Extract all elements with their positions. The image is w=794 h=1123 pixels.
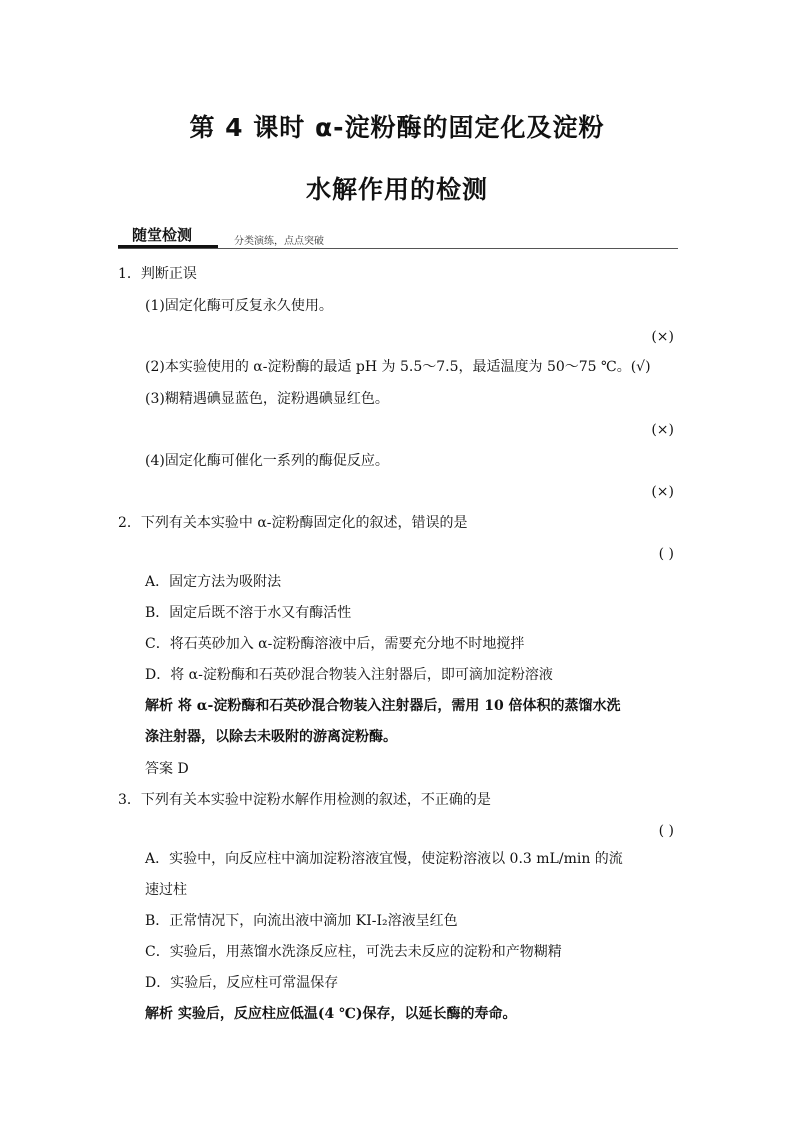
q2-option-a: A．固定方法为吸附法 <box>145 574 282 590</box>
q3-stem: 3．下列有关本实验中淀粉水解作用检测的叙述，不正确的是 <box>118 792 491 808</box>
q2-analysis-line1: 解析 将 α-淀粉酶和石英砂混合物装入注射器后，需用 10 倍体积的蒸馏水洗 <box>145 698 621 714</box>
q1-statement-1: (1)固定化酶可反复永久使用。 <box>145 298 333 314</box>
q1-statement-3: (3)糊精遇碘显蓝色，淀粉遇碘显红色。 <box>145 391 389 407</box>
q3-option-a-line2: 速过柱 <box>145 882 187 898</box>
q3-option-a-line1: A．实验中，向反应柱中滴加淀粉溶液宜慢，使淀粉溶液以 0.3 mL/min 的流 <box>145 851 623 867</box>
q3-option-c: C．实验后，用蒸馏水洗涤反应柱，可洗去未反应的淀粉和产物糊精 <box>145 944 562 960</box>
q2-stem: 2．下列有关本实验中 α-淀粉酶固定化的叙述，错误的是 <box>118 515 468 531</box>
q3-answer-bracket: ( ) <box>658 823 674 839</box>
q3-option-d: D．实验后，反应柱可常温保存 <box>145 975 339 991</box>
q1-statement-2: (2)本实验使用的 α-淀粉酶的最适 pH 为 5.5～7.5，最适温度为 50～75 ℃。(√) <box>145 359 651 375</box>
q3-analysis: 解析 实验后，反应柱应低温(4 ℃)保存，以延长酶的寿命。 <box>145 1006 517 1022</box>
section-label: 随堂检测 <box>118 226 218 248</box>
q2-analysis-line2: 涤注射器，以除去未吸附的游离淀粉酶。 <box>145 729 397 745</box>
q2-answer: 答案 D <box>145 761 189 777</box>
page-title-line2: 水解作用的检测 <box>305 175 488 204</box>
q1-statement-4: (4)固定化酶可催化一系列的酶促反应。 <box>145 453 389 469</box>
q1-answer-4: (×) <box>651 484 674 500</box>
page-title-line1: 第 4 课时 α-淀粉酶的固定化及淀粉 <box>189 113 605 142</box>
q2-option-c: C．将石英砂加入 α-淀粉酶溶液中后，需要充分地不时地搅拌 <box>145 636 525 652</box>
q2-option-b: B．固定后既不溶于水又有酶活性 <box>145 605 352 621</box>
q2-option-d: D．将 α-淀粉酶和石英砂混合物装入注射器后，即可滴加淀粉溶液 <box>145 667 553 683</box>
section-header <box>118 226 678 249</box>
q1-stem: 1．判断正误 <box>118 266 197 282</box>
section-subtitle: 分类演练，点点突破 <box>234 236 324 247</box>
q1-answer-1: (×) <box>651 329 674 345</box>
q2-answer-bracket: ( ) <box>658 546 674 562</box>
q3-option-b: B．正常情况下，向流出液中滴加 KI-I₂溶液呈红色 <box>145 913 458 929</box>
q1-answer-3: (×) <box>651 422 674 438</box>
